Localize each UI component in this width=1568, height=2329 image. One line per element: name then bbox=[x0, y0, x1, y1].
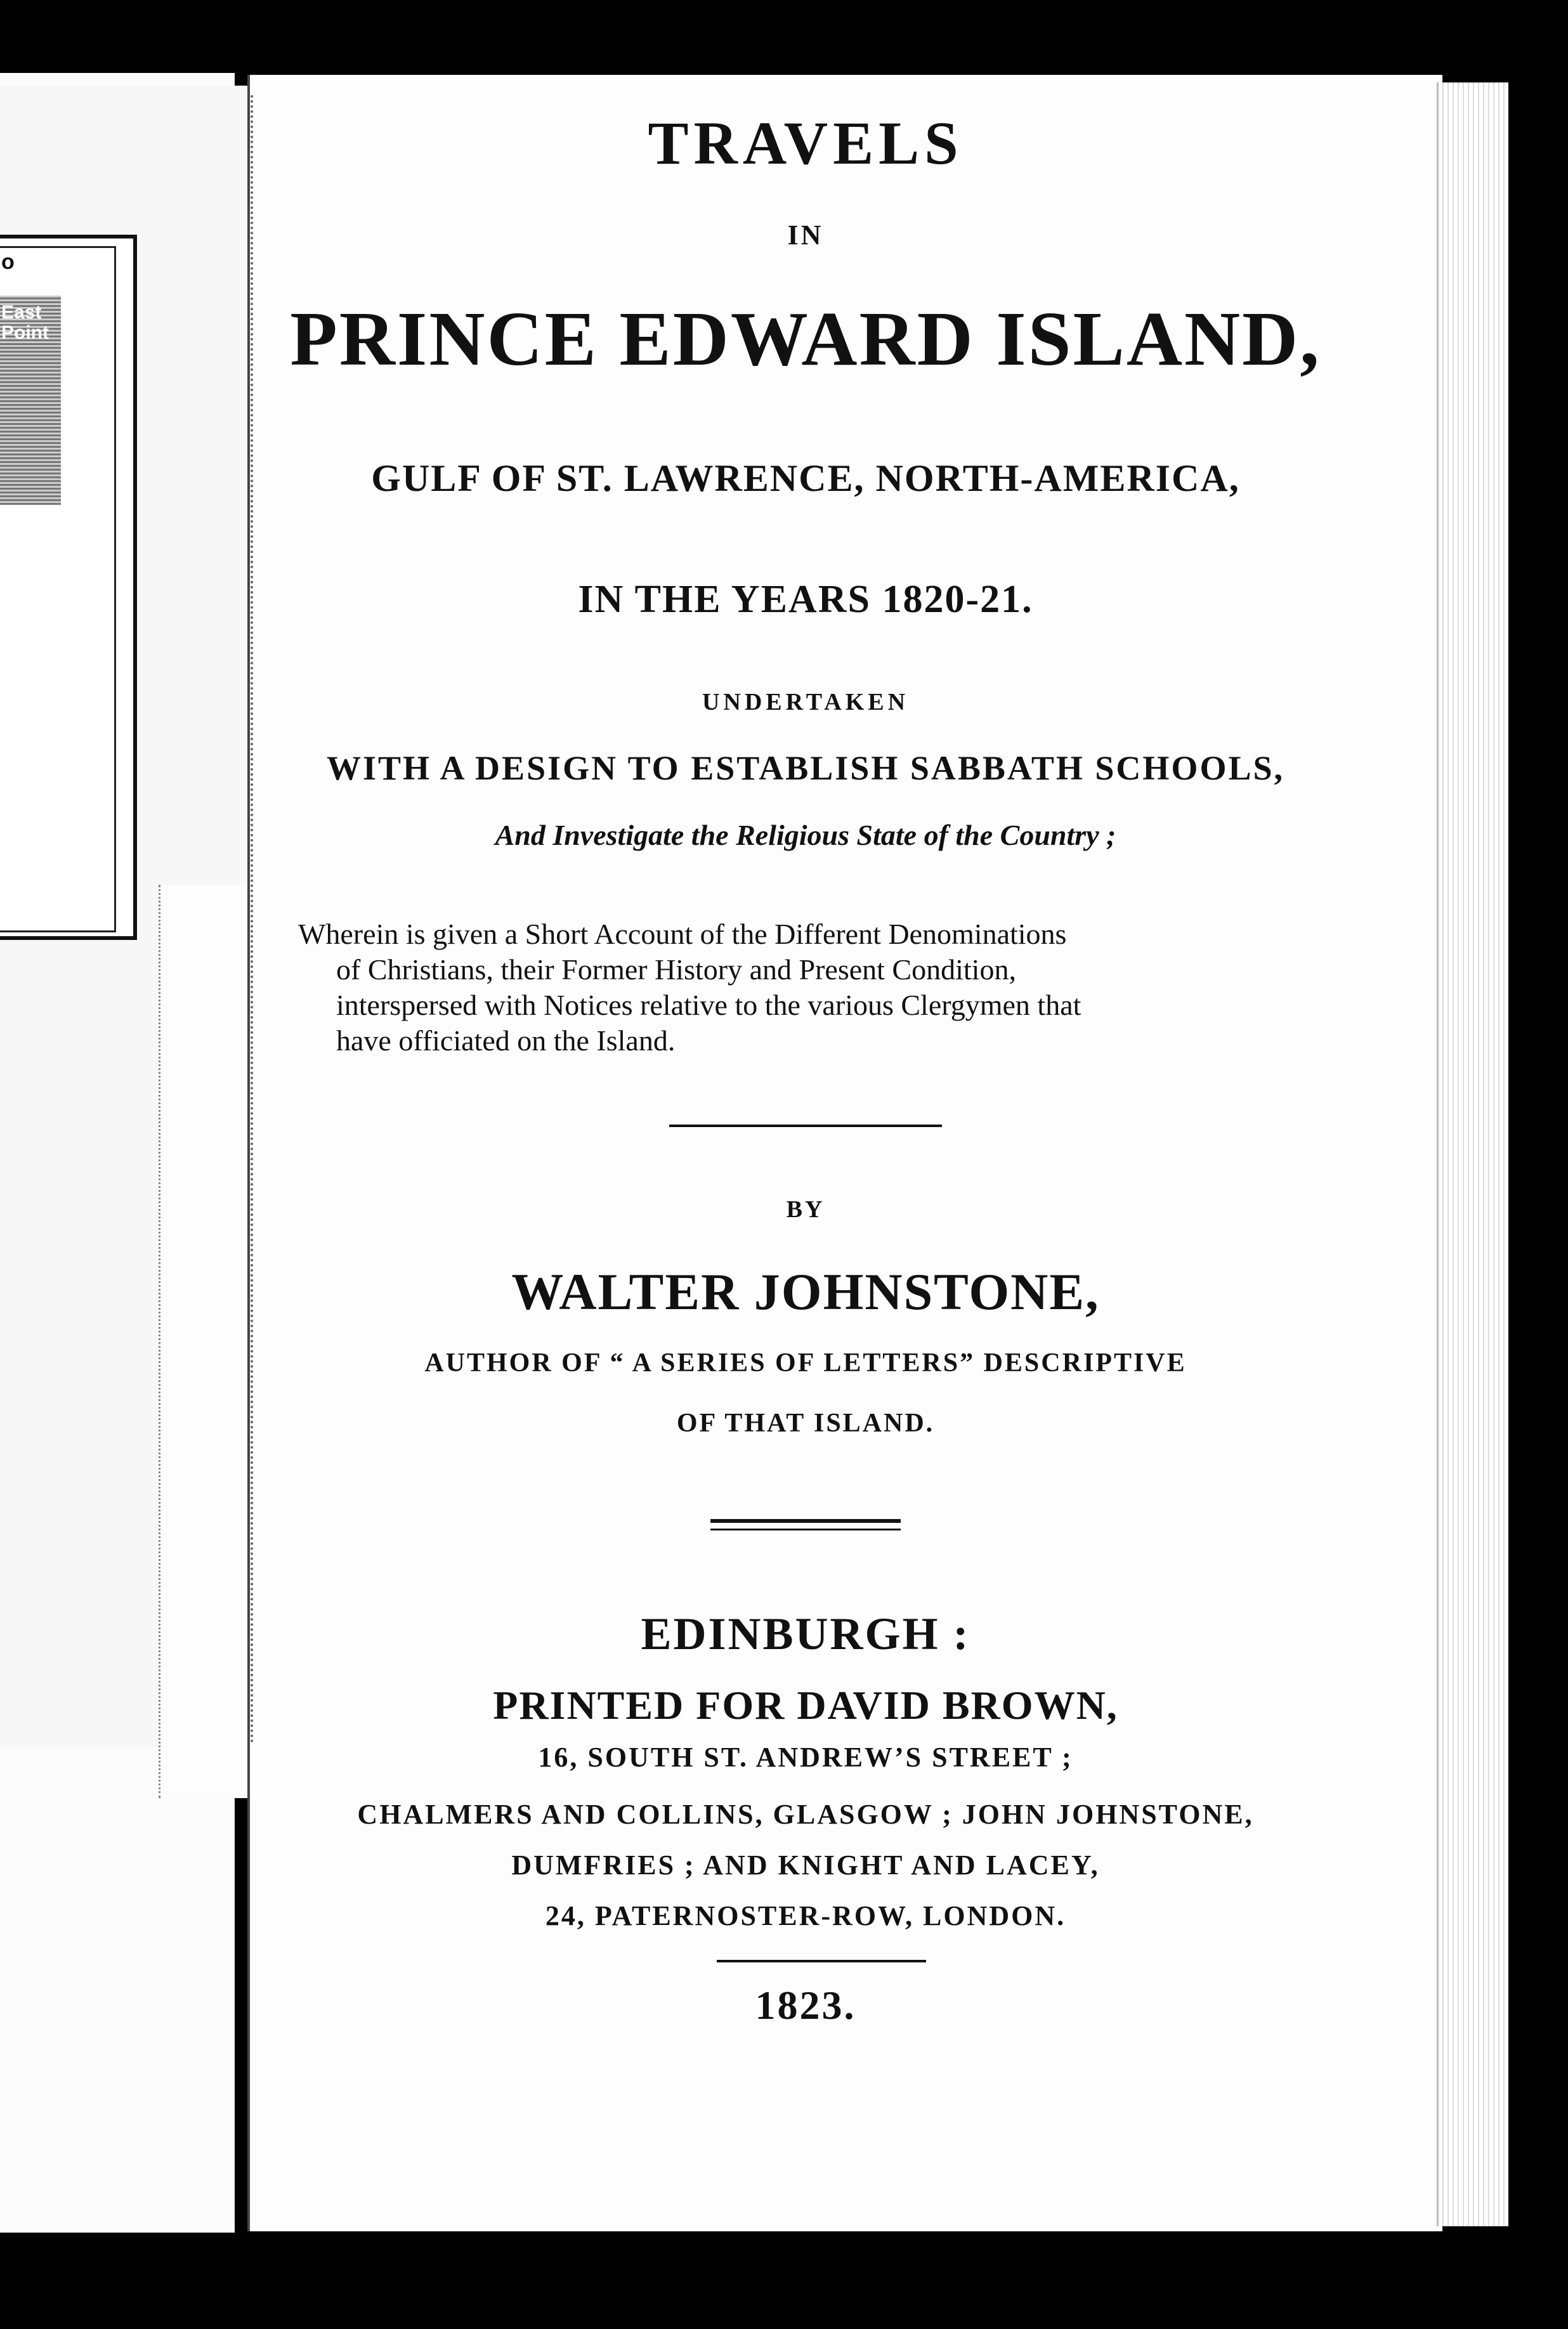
map-label: o bbox=[1, 250, 15, 274]
map-label: East bbox=[1, 302, 42, 323]
paragraph-line: of Christians, their Former History and Present Condition, bbox=[336, 953, 1016, 986]
paragraph-line: interspersed with Notices relative to the various Clergymen that bbox=[336, 989, 1081, 1021]
map-label: Point bbox=[1, 322, 49, 343]
imprint-address: 16, SOUTH ST. ANDREW’S STREET ; bbox=[538, 1742, 1073, 1773]
paragraph-line: Wherein is given a Short Account of the Different Denominations bbox=[298, 918, 1067, 950]
double-rule-thick bbox=[710, 1519, 901, 1523]
map-fragment bbox=[0, 235, 137, 940]
paragraph-line: have officiated on the Island. bbox=[336, 1024, 676, 1057]
imprint-printer: PRINTED FOR DAVID BROWN, bbox=[493, 1683, 1118, 1728]
imprint-publishers: CHALMERS AND COLLINS, GLASGOW ; JOHN JOHNSTONE, bbox=[357, 1799, 1254, 1830]
publication-year: 1823. bbox=[755, 1983, 856, 2028]
left-facing-page bbox=[0, 73, 235, 2233]
imprint-publishers: DUMFRIES ; AND KNIGHT AND LACEY, bbox=[511, 1850, 1100, 1881]
author-of-line: AUTHOR OF “ A SERIES OF LETTERS” DESCRIPTIVE bbox=[424, 1348, 1187, 1378]
subtitle-location: GULF OF ST. LAWRENCE, NORTH-AMERICA, bbox=[371, 457, 1240, 499]
author-of-line: OF THAT ISLAND. bbox=[676, 1409, 935, 1438]
by-label: BY bbox=[786, 1196, 825, 1223]
page-block-edge bbox=[1437, 82, 1508, 2226]
title-in: IN bbox=[787, 219, 824, 251]
divider-rule bbox=[717, 1960, 926, 1962]
divider-rule bbox=[669, 1125, 942, 1127]
undertaken-label: UNDERTAKEN bbox=[702, 689, 910, 715]
title-prince-edward-island: PRINCE EDWARD ISLAND, bbox=[290, 296, 1321, 382]
investigate-line: And Investigate the Religious State of the Country ; bbox=[495, 819, 1116, 851]
imprint-publishers: 24, PATERNOSTER-ROW, LONDON. bbox=[545, 1900, 1066, 1931]
design-line: WITH A DESIGN TO ESTABLISH SABBATH SCHOOLS, bbox=[326, 749, 1284, 787]
title-travels: TRAVELS bbox=[648, 109, 964, 177]
description-paragraph bbox=[298, 917, 1288, 1059]
double-rule-thin bbox=[710, 1529, 901, 1530]
author-name: WALTER JOHNSTONE, bbox=[511, 1263, 1100, 1321]
imprint-city: EDINBURGH : bbox=[641, 1608, 970, 1659]
subtitle-years: IN THE YEARS 1820-21. bbox=[578, 578, 1033, 621]
